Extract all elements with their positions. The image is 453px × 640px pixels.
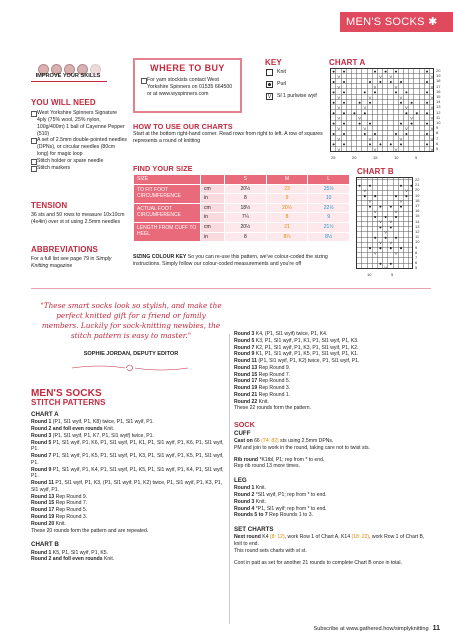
- svg-text:V: V: [384, 229, 387, 235]
- svg-text:V: V: [373, 250, 377, 256]
- size-table-header: [134, 175, 350, 185]
- round-label: Round 5: [31, 439, 52, 446]
- round-label: Round 3: [31, 432, 52, 439]
- svg-text:V: V: [405, 188, 408, 193]
- row-number: 9: [415, 244, 418, 250]
- pattern-heading: MEN'S SOCKS: [31, 388, 102, 399]
- round-label: Round 13: [234, 364, 258, 371]
- instruction-text: , work Row 1 of Chart B, knit to end.: [234, 534, 425, 548]
- row-label: LENGTH FROM CUFF TO HEEL: [134, 222, 201, 241]
- round-text: Rep Round 9.: [54, 493, 88, 500]
- svg-text:V: V: [399, 94, 403, 100]
- instruction-label: Rib round: [234, 456, 259, 463]
- round-label: Round 1: [234, 485, 255, 492]
- round-text: (P1, Sl1 wyif, P1, K8) twice, P1, Sl1 wyif, P1.: [51, 419, 154, 426]
- row-number: 21: [415, 182, 420, 188]
- editor-quote: "These smart socks look so stylish, and make the perfect knitted gift for a friend or family members. Luckily for sock-knitting newbies, the stitch pattern is easy to master.": [40, 301, 222, 340]
- sizing-colour-key: [133, 254, 353, 268]
- row-number: 10: [415, 239, 420, 245]
- value-cell: 9: [266, 194, 308, 204]
- instruction-text: K4: [260, 534, 270, 541]
- svg-text:V: V: [337, 84, 341, 90]
- chart-a-stitches: [331, 69, 435, 153]
- round-label: Round 17: [31, 507, 55, 514]
- unit-cell: in: [201, 213, 225, 223]
- svg-text:V: V: [337, 126, 341, 131]
- svg-text:V: V: [384, 265, 387, 270]
- round-line: [31, 514, 229, 521]
- value-cell: 25½: [308, 184, 350, 194]
- round-text: Knit.: [254, 485, 266, 492]
- knit-square-icon: [266, 69, 273, 76]
- chart-b-heading: CHART B: [357, 167, 394, 176]
- set-line: This round sets charts with st st.: [234, 547, 307, 554]
- row-number: 5: [415, 265, 418, 271]
- round-label: Round 9: [234, 351, 255, 358]
- round-label: Round 15: [31, 500, 55, 507]
- svg-text:V: V: [368, 198, 372, 204]
- round-line: [31, 440, 229, 454]
- instruction-text: 66: [252, 438, 262, 445]
- row-number: 6: [436, 140, 439, 146]
- where-to-buy-heading: WHERE TO BUY: [150, 63, 225, 73]
- purl-dot-icon: [266, 81, 273, 88]
- round-line: [31, 556, 229, 563]
- svg-text:V: V: [337, 146, 341, 152]
- abbreviations-text: [31, 256, 129, 270]
- svg-text:V: V: [358, 115, 361, 121]
- col-number: 10: [394, 155, 399, 160]
- row-number: 18: [415, 197, 420, 203]
- round-label: Round 4: [234, 505, 255, 512]
- skills-label: IMPROVE YOUR SKILLS: [35, 73, 101, 79]
- svg-text:V: V: [337, 74, 341, 79]
- value-cell: 18½: [225, 203, 267, 213]
- row-number: 13: [415, 223, 420, 229]
- value-cell: 8½: [308, 232, 350, 242]
- round-line: [31, 453, 229, 467]
- abbr-text: For a full list see page 79 in: [31, 256, 96, 262]
- chart-a-heading: CHART A: [329, 58, 366, 67]
- tension-heading: TENSION: [31, 201, 68, 210]
- svg-text:V: V: [363, 188, 367, 193]
- round-line: [31, 480, 229, 494]
- column-divider: [229, 334, 230, 624]
- tension-text: 36 sts and 50 rows to measure 10x10cm (4x4in) over st st using 2.5mm needles: [31, 212, 125, 225]
- list-item: A set of 2.5mm double-pointed needles (DPNs), or circular needles (80cm long) for magic loop: [31, 137, 127, 158]
- row-number: 8: [415, 249, 418, 255]
- pattern-column-2: [234, 331, 430, 566]
- key-item-purl: [266, 81, 326, 90]
- round-text: K3, P1, Sl1 wyif, P1, K1, P1, Sl1 wyif, P1, K3.: [254, 337, 359, 344]
- svg-text:V: V: [389, 219, 393, 225]
- key-item-slip: [266, 93, 326, 102]
- set-line: [234, 534, 430, 548]
- instruction-text: , work Row 1 of Chart A, K14: [284, 534, 352, 541]
- row-number: 20: [436, 68, 441, 73]
- row-number: 12: [415, 229, 420, 235]
- value-cell: 9: [308, 213, 350, 223]
- value-cell: 7¼: [225, 213, 267, 223]
- svg-text:V: V: [405, 105, 408, 111]
- row-number: 19: [415, 192, 420, 198]
- value-cell: 22½: [308, 203, 350, 213]
- value-cell: 20½: [225, 222, 267, 232]
- round-label: Round 19: [234, 385, 258, 392]
- table-row: [134, 203, 350, 213]
- round-label: Round 11: [31, 480, 54, 487]
- svg-text:V: V: [373, 208, 377, 214]
- round-line: [234, 506, 430, 513]
- round-label: Round 13: [31, 493, 55, 500]
- value-cell: 23: [266, 184, 308, 194]
- round-line: [31, 419, 229, 426]
- chart-b-stitches: [357, 178, 414, 270]
- instruction-label: Next round: [234, 534, 261, 541]
- page-title: MEN'S SOCKS: [346, 16, 425, 28]
- value-cell: 20½: [225, 184, 267, 194]
- row-number: 7: [436, 135, 439, 141]
- find-size-heading: FIND YOUR SIZE: [133, 164, 193, 173]
- row-number: 9: [436, 125, 439, 131]
- round-label: Rounds 5 to 7: [234, 512, 268, 519]
- where-to-buy-box: [133, 58, 242, 113]
- round-line: [234, 358, 430, 365]
- instruction-text: sts using 2.5mm DPNs.: [278, 438, 334, 445]
- round-label: Round 3: [234, 498, 255, 505]
- round-line: [31, 426, 229, 433]
- cuff-line: PM and join to work in the round, taking care not to twist sts.: [234, 444, 370, 451]
- round-label: Round 11: [234, 358, 257, 365]
- row-number: 11: [436, 114, 441, 120]
- rib-line: Rep rib round 13 more times.: [234, 463, 300, 470]
- chart-a-subheading: CHART A: [31, 411, 59, 418]
- round-text: (P1, Sl1 wyif, P1, K7, P1, Sl1 wyif) twice, P1.: [51, 432, 154, 439]
- svg-text:V: V: [389, 74, 393, 79]
- round-text: K2, P1, Sl1 wyif, P1, K3, P1, Sl1 wyif, P1, K2.: [254, 344, 359, 351]
- unit-cell: in: [201, 232, 225, 242]
- row-number: 15: [415, 213, 420, 219]
- leg-heading: LEG: [234, 477, 247, 485]
- instruction-text: *K1tbl, P1; rep from * to end.: [258, 456, 325, 463]
- round-text: (P1, Sl1 wyif, P1, K2) twice, P1, Sl1 wyif, P1.: [256, 358, 360, 365]
- svg-text:V: V: [430, 136, 434, 142]
- round-text: K5, P1, Sl1 wyif, P1, K5.: [51, 549, 108, 556]
- size-header-cell: L: [308, 175, 350, 185]
- round-line: [31, 507, 229, 514]
- round-text: K4, (P1, Sl1 wyif) twice, P1, K4.: [254, 331, 328, 337]
- size-values: (8: 12): [269, 534, 285, 541]
- round-label: Round 1: [31, 549, 52, 556]
- size-header-cell: M: [266, 175, 308, 185]
- round-label: Round 17: [234, 378, 258, 385]
- svg-text:V: V: [337, 105, 341, 111]
- row-number: 14: [415, 218, 420, 224]
- svg-text:V: V: [337, 115, 341, 121]
- unit-cell: cm: [201, 184, 225, 194]
- subscribe-link[interactable]: Subscribe at www.gathered.how/simplyknitting: [313, 626, 429, 632]
- svg-text:V: V: [379, 240, 382, 245]
- round-text: Knit.: [257, 398, 269, 405]
- round-text: Rep Round 7.: [257, 371, 291, 378]
- svg-text:V: V: [430, 115, 434, 121]
- svg-text:V: V: [430, 94, 434, 100]
- row-label: ACTUAL FOOT CIRCUMFERENCE: [134, 203, 201, 222]
- row-number: 6: [415, 260, 418, 266]
- asterisk-icon: ✱: [428, 16, 438, 28]
- swirl-divider-icon: [70, 362, 190, 374]
- value-cell: 8: [225, 232, 267, 242]
- stitch-patterns-heading: STITCH PATTERNS: [31, 398, 106, 407]
- round-line: [31, 500, 229, 507]
- round-text: Knit.: [54, 520, 66, 527]
- size-header-cell: S: [225, 175, 267, 185]
- svg-text:V: V: [389, 240, 393, 245]
- unit-cell: cm: [201, 203, 225, 213]
- table-row: [134, 184, 350, 194]
- footer: [290, 624, 440, 633]
- page-title-bar: [340, 12, 453, 32]
- col-number: 5: [391, 272, 394, 277]
- round-text: Rep Round 5.: [257, 378, 291, 385]
- chart-b-row-numbers: [415, 177, 419, 271]
- round-label: Round 7: [234, 344, 255, 351]
- size-header-cell: SIZE: [134, 175, 201, 185]
- round-line: [234, 365, 430, 372]
- round-line: [234, 499, 430, 506]
- svg-text:V: V: [430, 105, 434, 111]
- round-text: P1, Sl1 wyif, P1, K3, (P1, Sl1 wyif, P1, K2) twice, P1, Sl1 wyif, P1, K3, P1, Sl1 wyif, P1.: [31, 480, 223, 493]
- sock-heading: SOCK: [234, 420, 255, 430]
- key-label: Purl: [277, 81, 287, 87]
- round-line: [31, 494, 229, 501]
- round-line: [234, 351, 430, 358]
- round-line: [234, 392, 430, 399]
- round-text: *Sl1 wyif, P1; rep from * to end.: [254, 492, 327, 499]
- set-line: Cont in patt as set for another 21 rounds to complete Chart B once in total.: [234, 559, 402, 566]
- svg-text:V: V: [430, 126, 434, 131]
- list-item: Stitch holder or spare needle: [31, 158, 127, 165]
- round-text: Rep Round 3.: [257, 385, 291, 392]
- svg-text:V: V: [430, 74, 434, 79]
- chart-b-grid: [356, 177, 413, 269]
- unit-cell: in: [201, 194, 225, 204]
- set-charts-heading: SET CHARTS: [234, 526, 274, 534]
- sizing-key-text: So you can re-use this pattern, we've colour-coded the sizing instructions. Simply follow our colour-coded measurements and you're off: [133, 254, 328, 267]
- col-number: 5: [415, 155, 418, 160]
- svg-text:V: V: [399, 198, 403, 204]
- list-item: Stitch markers: [31, 165, 127, 172]
- abbreviations-heading: ABBREVIATIONS: [31, 245, 98, 254]
- svg-text:V: V: [337, 136, 341, 142]
- svg-text:V: V: [394, 84, 398, 90]
- svg-text:V: V: [373, 146, 377, 152]
- row-number: 18: [436, 78, 441, 84]
- round-label: Round 1: [31, 419, 52, 426]
- row-number: 14: [436, 99, 441, 105]
- abbr-text: magazine: [48, 262, 73, 269]
- pattern-note: These 20 rounds form the pattern and are repeated.: [31, 527, 149, 534]
- value-cell: 21½: [308, 222, 350, 232]
- round-label: Round 2: [234, 492, 255, 499]
- row-number: 12: [436, 109, 441, 115]
- round-line: [234, 331, 430, 338]
- divider: [31, 288, 431, 289]
- round-text: Rep Rounds 1 to 3.: [267, 512, 313, 519]
- round-line: [31, 521, 229, 528]
- chart-a-grid: [330, 68, 434, 152]
- round-text: Rep Round 7.: [54, 500, 88, 507]
- round-label: Round 20: [31, 520, 55, 527]
- row-number: 11: [415, 234, 420, 240]
- svg-text:V: V: [399, 136, 403, 142]
- size-values: (74: 82): [261, 438, 279, 445]
- cuff-heading: CUFF: [234, 429, 251, 437]
- round-line: [234, 338, 430, 345]
- chart-b-subheading: CHART B: [31, 541, 59, 549]
- chart-a-row-numbers: [436, 68, 440, 151]
- svg-text:V: V: [394, 208, 398, 214]
- row-number: 17: [436, 83, 441, 89]
- round-text: *P1, Sl1 wyif; rep from * to end.: [254, 505, 327, 512]
- round-label: Round 7: [31, 453, 52, 460]
- round-label: Round 9: [31, 466, 52, 473]
- round-label: Round 2 and foll even rounds: [31, 426, 103, 433]
- row-number: 13: [436, 104, 441, 110]
- round-text: Rep Round 9.: [257, 364, 291, 371]
- row-number: 20: [415, 187, 420, 193]
- pattern-note: These 22 rounds form the pattern.: [234, 405, 312, 412]
- row-label: TO FIT FOOT CIRCUMFERENCE: [134, 184, 201, 203]
- value-cell: 8: [266, 213, 308, 223]
- round-line: [234, 399, 430, 406]
- col-number: 10: [367, 272, 372, 277]
- svg-text:V: V: [363, 105, 367, 111]
- round-line: [234, 372, 430, 379]
- row-number: 15: [436, 94, 441, 100]
- round-line: [234, 512, 430, 519]
- round-line: [234, 385, 430, 392]
- round-label: Round 22: [234, 398, 258, 405]
- round-line: [234, 345, 430, 352]
- round-line: [31, 467, 229, 481]
- row-number: 22: [415, 177, 420, 182]
- round-text: Rep Round 1.: [257, 391, 291, 398]
- materials-list: [31, 110, 127, 172]
- round-label: Round 3: [234, 331, 255, 337]
- where-to-buy-text: For yarn stockists contact West Yorkshire Spinners on 01535 664500 or at www.wyspinners.com: [141, 77, 234, 98]
- round-line: [234, 378, 430, 385]
- round-text: P1, Sl1 wyif, P1, K6, P1, Sl1 wyif, P1, K1, P1, Sl1 wyif, P1, K6, P1, Sl1 wyif, P1.: [31, 439, 224, 453]
- col-number: 20: [352, 155, 357, 160]
- page-number: 11: [432, 625, 440, 632]
- svg-text:V: V: [430, 84, 434, 90]
- value-cell: 8¼: [266, 232, 308, 242]
- svg-text:V: V: [337, 94, 341, 100]
- svg-text:V: V: [394, 250, 398, 256]
- you-will-need-heading: YOU WILL NEED: [31, 98, 96, 107]
- round-text: Knit.: [102, 556, 115, 563]
- round-line: [234, 485, 430, 492]
- how-to-use-heading: HOW TO USE OUR CHARTS: [133, 122, 233, 131]
- value-cell: 10: [308, 194, 350, 204]
- svg-text:V: V: [368, 94, 372, 100]
- pattern-column-1: [31, 409, 229, 563]
- size-values: (18: 22): [351, 534, 370, 541]
- row-number: 16: [415, 208, 420, 214]
- round-label: Round 2 and foll even rounds: [31, 556, 103, 563]
- round-line: [31, 550, 229, 557]
- list-item: West Yorkshire Spinners Signature 4ply (75% wool, 25% nylon, 100g/400m) 1 ball of Cayenne Pepper (510): [31, 110, 127, 137]
- sizing-key-label: SIZING COLOUR KEY: [133, 254, 187, 260]
- round-text: P1, Sl1 wyif, P1, K5, P1, Sl1 wyif, P1, K3, P1, Sl1 wyif, P1, K5, P1, Sl1 wyif, P1.: [31, 453, 224, 466]
- divider: [31, 81, 107, 82]
- round-text: Rep Round 3.: [54, 513, 88, 520]
- unit-cell: cm: [201, 222, 225, 232]
- svg-text:V: V: [379, 219, 382, 225]
- round-text: Knit.: [102, 426, 115, 433]
- svg-text:V: V: [368, 136, 372, 142]
- row-number: 17: [415, 203, 420, 209]
- instruction-label: Cast on: [234, 438, 253, 445]
- cuff-line: [234, 438, 430, 445]
- value-cell: 20½: [266, 203, 308, 213]
- round-text: Knit.: [254, 498, 266, 505]
- svg-text:V: V: [363, 126, 367, 131]
- svg-text:V: V: [379, 74, 382, 79]
- magazine-name: Simply Knitting: [31, 256, 112, 269]
- svg-text:V: V: [430, 146, 434, 152]
- key-label: Knit: [277, 69, 286, 75]
- row-number: 19: [436, 73, 441, 79]
- col-number: 15: [373, 155, 378, 160]
- round-label: Round 21: [234, 391, 258, 398]
- round-text: K1, P1, Sl1 wyif, P1, K5, P1, Sl1 wyif, P1, K1.: [254, 351, 359, 358]
- svg-text:V: V: [405, 126, 408, 131]
- value-cell: 21: [266, 222, 308, 232]
- value-cell: 8: [225, 194, 267, 204]
- key-label: Sl 1 purlwise wyif: [277, 93, 317, 99]
- row-number: 5: [436, 146, 439, 152]
- row-number: 16: [436, 88, 441, 94]
- rib-line: [234, 457, 430, 464]
- round-label: Round 19: [31, 513, 55, 520]
- round-text: Rep Round 5.: [54, 507, 88, 514]
- how-to-use-text: Start at the bottom right-hand corner. Read rows from right to left. A row of squares represents a round of knitting: [133, 131, 323, 144]
- key-item-knit: [266, 69, 326, 78]
- svg-text:V: V: [410, 115, 413, 121]
- slip-v-icon: V: [267, 94, 272, 100]
- round-label: Round 5: [234, 337, 255, 344]
- row-number: 7: [415, 255, 418, 261]
- svg-text:V: V: [373, 84, 377, 90]
- round-line: [234, 492, 430, 499]
- table-row: [134, 222, 350, 232]
- col-number: 25: [331, 155, 336, 160]
- row-number: 10: [436, 120, 441, 126]
- round-line: [31, 433, 229, 440]
- size-table: [133, 174, 350, 242]
- round-label: Round 15: [234, 371, 258, 378]
- row-number: 8: [436, 130, 439, 136]
- quote-attribution: SOPHIE JORDAN, DEPUTY EDITOR: [83, 351, 179, 357]
- key-heading: KEY: [265, 58, 282, 67]
- svg-text:V: V: [394, 146, 398, 152]
- round-text: P1, Sl1 wyif, P1, K4, P1, Sl1 wyif, P1, K5, P1, Sl1 wyif, P1, K4, P1, Sl1 wyif, P1.: [31, 466, 224, 480]
